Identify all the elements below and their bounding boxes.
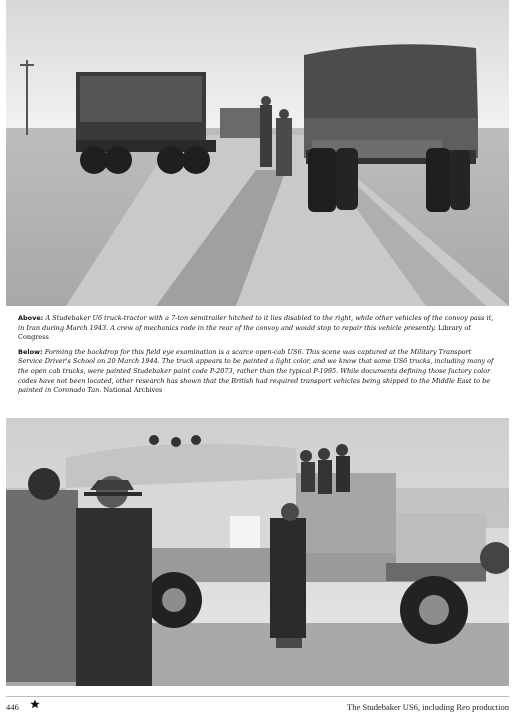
photo-eye-exam: [6, 418, 509, 686]
caption-above-text: A Studebaker U6 truck-tractor with a 7-ton semitrailer hitched to it lies disabled to the right, while other vehicles of the convoy pass it, in Iran during March 1943. A crew of mechanics rode in the rear of the convoy and would stop to repair this vehicle presently.: [18, 314, 494, 332]
page-footer: [6, 696, 509, 713]
page-number: 446: [6, 702, 19, 712]
photo-convoy: [6, 0, 509, 306]
caption-below: [18, 348, 496, 396]
photo-eye-exam-image: [6, 418, 509, 686]
caption-block: [18, 314, 496, 401]
running-title: The Studebaker US6, including Reo production: [347, 702, 509, 712]
caption-above-label: Above:: [18, 314, 44, 322]
photo-convoy-image: [6, 0, 509, 306]
caption-above: [18, 314, 496, 343]
caption-below-credit: National Archives: [101, 386, 163, 395]
caption-above-credit: Library of Congress: [18, 323, 471, 342]
star-icon: [30, 699, 40, 709]
caption-below-label: Below:: [18, 347, 43, 356]
caption-below-text: Forming the backdrop for this field eye examination is a scarce open-cab US6. This scene was captured at the Military Transport Service Driver's School on 20 March 1944. The truck appears to be painted a light color, and we know that some US6 trucks, including many of the open cab trucks, were painted Studebaker paint code P-2073, rather than the typical P-1995. While documents defining those factory color codes have not been located, other research has shown that the British had required transport vehicles being shipped to the Middle East to be painted in Coronado Tan.: [18, 347, 494, 395]
